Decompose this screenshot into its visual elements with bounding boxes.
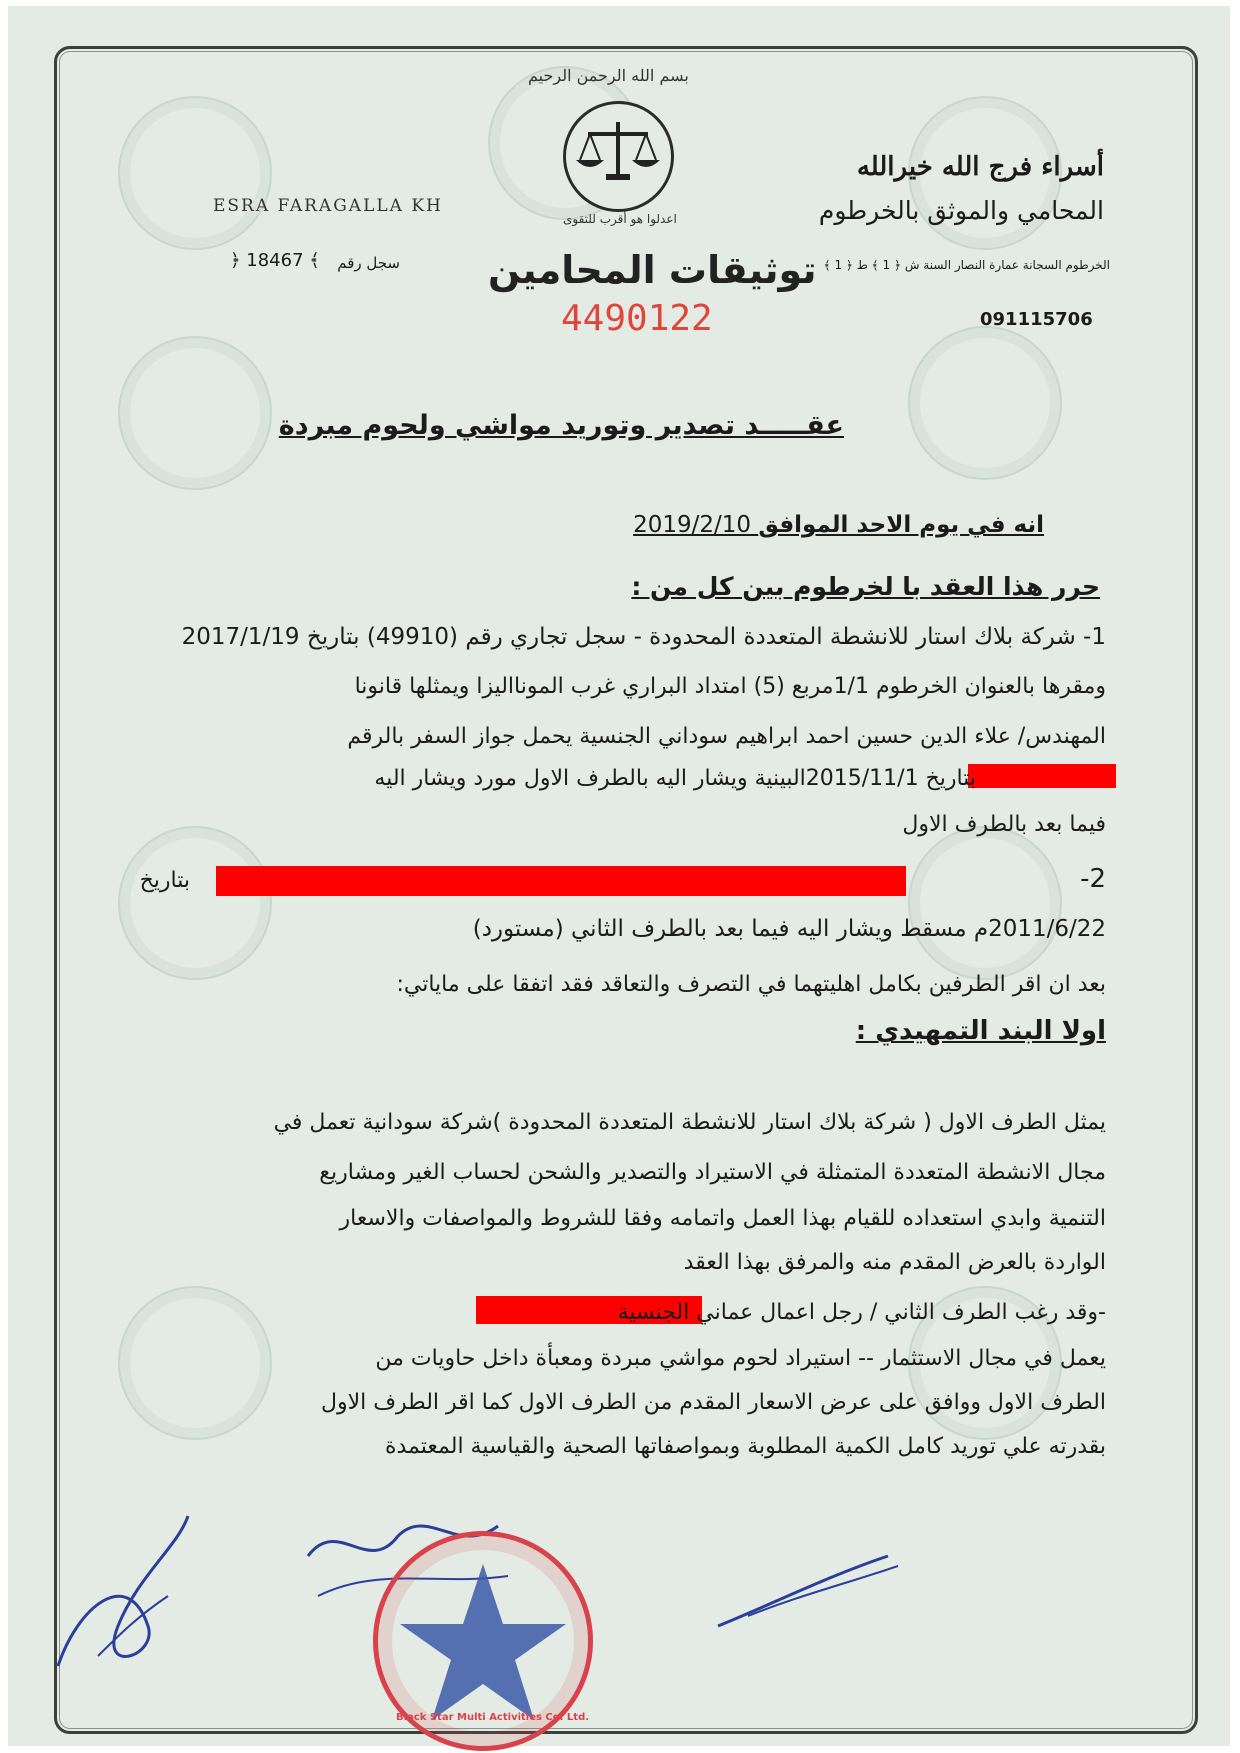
section2-line: -وقد رغب الطرف الثاني / رجل اعمال عماني الجنسية	[617, 1300, 1106, 1325]
lawyer-name-ar: أسراء فرج الله خيرالله	[856, 152, 1104, 182]
watermark-emblem	[118, 826, 272, 980]
date-value: 2019/2/10	[633, 512, 752, 538]
party2-date-label: بتاريخ	[139, 868, 190, 893]
document-sheet	[8, 6, 1230, 1746]
company-stamp	[373, 1531, 593, 1751]
watermark-emblem	[908, 326, 1062, 480]
agreement-line: بعد ان اقر الطرفين بكامل اهليتهما في التصرف والتعاقد فقد اتفقا على ماياتي:	[396, 972, 1106, 997]
phone-number: 091115706	[980, 309, 1093, 330]
watermark-emblem	[118, 336, 272, 490]
party2-number: 2-	[1080, 864, 1106, 894]
section2-line: الطرف الاول ووافق على عرض الاسعار المقدم من الطرف الاول كما اقر الطرف الاول	[320, 1390, 1106, 1415]
section1-line: يمثل الطرف الاول ( شركة بلاك استار للانشطة المتعددة المحدودة )شركة سودانية تعمل في	[273, 1110, 1106, 1135]
watermark-emblem	[118, 1286, 272, 1440]
lawyer-title-ar: المحامي والموثق بالخرطوم	[818, 196, 1104, 225]
emblem-motto: اعدلوا هو أقرب للتقوى	[563, 212, 677, 226]
scales-icon	[566, 104, 671, 209]
stamp-text: Black Star Multi Activities Co. Ltd.	[396, 1712, 590, 1723]
redaction-box	[216, 866, 906, 896]
date-line	[633, 512, 1044, 538]
section2-line: يعمل في مجال الاستثمار -- استيراد لحوم مواشي مبردة ومعبأة داخل حاويات من	[375, 1346, 1106, 1371]
document-title: عقـــــد تصدير وتوريد مواشي ولحوم مبردة	[278, 410, 844, 441]
section1-line: الواردة بالعرض المقدم منه والمرفق بهذا العقد	[683, 1250, 1106, 1275]
section2-line: بقدرته علي توريد كامل الكمية المطلوبة وبمواصفاتها الصحية والقياسية المعتمدة	[384, 1434, 1106, 1459]
watermark-emblem	[118, 96, 272, 250]
redaction-box	[968, 764, 1116, 788]
office-title: توثيقات المحامين	[488, 248, 817, 292]
office-address: الخرطوم السجانة عمارة النصار السنة ش ﴿ 1 ﴾ ط ﴿ 1 ﴾	[823, 258, 1110, 272]
watermark-emblem	[908, 826, 1062, 980]
lawyer-name-en: ESRA FARAGALLA KH	[213, 196, 443, 216]
serial-number: 4490122	[561, 298, 713, 339]
party1-line: فيما بعد بالطرف الاول	[902, 812, 1106, 837]
section1-heading: اولا البند التمهيدي :	[855, 1016, 1106, 1046]
party1-line: 1- شركة بلاك استار للانشطة المتعددة المحدودة - سجل تجاري رقم (49910) بتاريخ 2017/1/19	[181, 624, 1106, 650]
signature-right	[708, 1536, 908, 1646]
registry-label: سجل رقم	[337, 254, 400, 272]
section1-line: مجال الانشطة المتعددة المتمثلة في الاستيراد والتصدير والشحن لحساب الغير ومشاريع	[319, 1160, 1106, 1185]
registry-number: ﴿ 18467 ﴾	[230, 250, 320, 271]
parties-heading: حرر هذا العقد با لخرطوم بين كل من :	[631, 572, 1100, 601]
party1-line: المهندس/ علاء الدين حسين احمد ابراهيم سوداني الجنسية يحمل جواز السفر بالرقم	[347, 724, 1106, 749]
date-prefix: انه في يوم الاحد الموافق	[758, 512, 1044, 538]
section1-line: التنمية وابدي استعداده للقيام بهذا العمل واتمامه وفقا للشروط والمواصفات والاسعار	[339, 1206, 1106, 1231]
signature-left	[38, 1506, 238, 1686]
party1-line: بتاريخ 2015/11/1البينية ويشار اليه بالطرف الاول مورد ويشار اليه	[374, 766, 976, 791]
scales-emblem	[563, 101, 674, 212]
party2-line: 2011/6/22م مسقط ويشار اليه فيما بعد بالطرف الثاني (مستورد)	[472, 916, 1106, 942]
party1-line: ومقرها بالعنوان الخرطوم 1/1مربع (5) امتداد البراري غرب المونااليزا ويمثلها قانونا	[354, 674, 1106, 699]
basmala: بسم الله الرحمن الرحيم	[528, 66, 689, 85]
